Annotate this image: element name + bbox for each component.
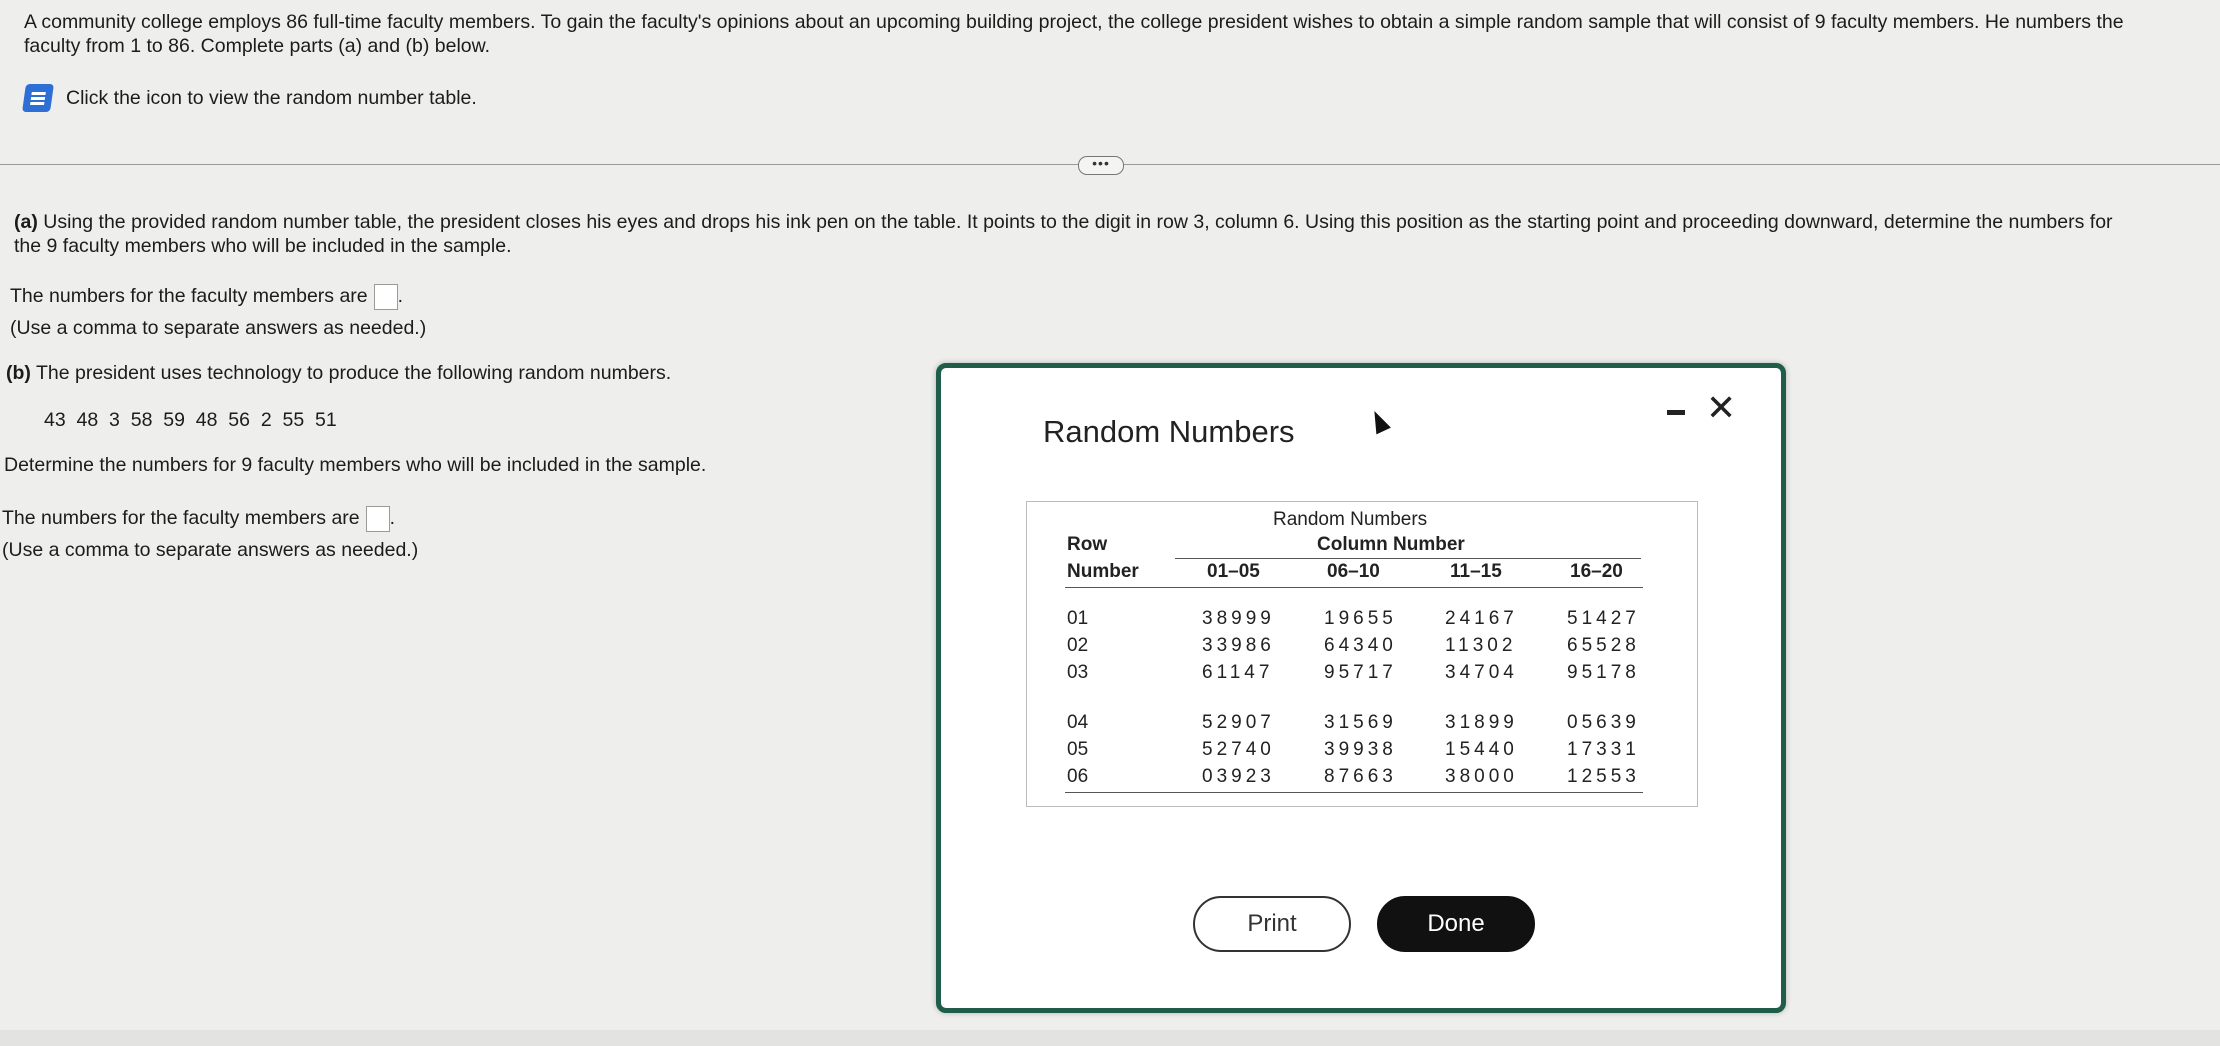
close-icon[interactable]: ✕ — [1706, 387, 1737, 428]
table-cell: 52907 — [1202, 712, 1275, 733]
table-cell: 03923 — [1202, 766, 1275, 787]
row-header-1: Row — [1067, 534, 1108, 555]
table-cell: 17331 — [1567, 739, 1640, 760]
mouse-cursor-icon — [1367, 408, 1391, 435]
table-cell: 64340 — [1324, 635, 1397, 656]
part-a-question — [14, 210, 2204, 258]
row-number: 03 — [1067, 662, 1089, 683]
table-cell: 39938 — [1324, 739, 1397, 760]
table-cell: 15440 — [1445, 739, 1518, 760]
header-rule — [1065, 587, 1643, 588]
table-title: Random Numbers — [1273, 509, 1428, 530]
table-cell: 11302 — [1445, 635, 1517, 656]
dialog-title: Random Numbers — [1043, 414, 1295, 449]
part-b-label: (b) — [6, 362, 31, 384]
part-a-text-1: Using the provided random number table, the president closes his eyes and drops his ink pen on the table. It points to the digit in row 3, column 6. Using this position as the starting point and proceeding downward, determine the numbers for — [43, 211, 2113, 233]
bottom-strip — [0, 1030, 2220, 1046]
part-b-answer-prompt: The numbers for the faculty members are — [2, 507, 360, 530]
part-b-text: The president uses technology to produce the following random numbers. — [35, 362, 672, 384]
part-a-hint: (Use a comma to separate answers as needed.) — [10, 317, 427, 339]
part-b-answer-input[interactable] — [366, 506, 390, 532]
row-number: 06 — [1067, 766, 1089, 787]
table-cell: 12553 — [1567, 766, 1640, 787]
problem-intro — [24, 10, 2194, 58]
random-table-link[interactable] — [24, 84, 477, 112]
table-cell: 31569 — [1324, 712, 1397, 733]
part-a-answer-input[interactable] — [374, 284, 398, 310]
table-cell: 38999 — [1202, 608, 1275, 629]
column-header: 11–15 — [1450, 561, 1502, 582]
intro-line-1: A community college employs 86 full-time faculty members. To gain the faculty's opinions about an upcoming building project, the college president wishes to obtain a simple random sample that will consist of 9 faculty members. He numbers the — [24, 11, 2124, 33]
row-number: 01 — [1067, 608, 1089, 629]
part-a-answer-prompt: The numbers for the faculty members are — [10, 285, 368, 308]
part-b-answer-row: The numbers for the faculty members are . — [2, 506, 395, 532]
row-number: 04 — [1067, 712, 1089, 733]
random-numbers-dialog — [936, 363, 1786, 1013]
row-number: 02 — [1067, 635, 1089, 656]
row-header-2: Number — [1067, 561, 1139, 582]
column-group-rule — [1175, 558, 1641, 559]
table-cell: 33986 — [1202, 635, 1275, 656]
table-cell: 38000 — [1445, 766, 1518, 787]
row-number: 05 — [1067, 739, 1089, 760]
part-b-hint: (Use a comma to separate answers as needed.) — [2, 539, 419, 561]
table-cell: 05639 — [1567, 712, 1640, 733]
table-cell: 19655 — [1324, 608, 1397, 629]
part-b-instruction: Determine the numbers for 9 faculty members who will be included in the sample. — [4, 454, 707, 476]
column-header: 01–05 — [1207, 561, 1260, 582]
column-header: 06–10 — [1327, 561, 1380, 582]
column-group-header: Column Number — [1317, 534, 1465, 555]
done-button[interactable]: Done — [1377, 896, 1535, 952]
table-cell: 31899 — [1445, 712, 1518, 733]
random-table-link-text[interactable]: Click the icon to view the random number table. — [66, 87, 477, 109]
part-a-label: (a) — [14, 211, 38, 233]
table-cell: 51427 — [1567, 608, 1640, 629]
column-header: 16–20 — [1570, 561, 1623, 582]
table-cell: 87663 — [1324, 766, 1397, 787]
print-button[interactable]: Print — [1193, 896, 1351, 952]
minimize-icon[interactable] — [1667, 410, 1685, 415]
table-bottom-rule — [1065, 792, 1643, 793]
expand-button[interactable]: ••• — [1078, 156, 1124, 175]
part-a-text-2: the 9 faculty members who will be included in the sample. — [14, 235, 512, 257]
table-cell: 95178 — [1567, 662, 1640, 683]
table-cell: 61147 — [1202, 662, 1274, 683]
table-cell: 65528 — [1567, 635, 1640, 656]
table-cell: 34704 — [1445, 662, 1518, 683]
book-icon[interactable] — [22, 84, 54, 112]
part-b-question — [6, 361, 671, 385]
table-cell: 52740 — [1202, 739, 1275, 760]
table-cell: 24167 — [1445, 608, 1518, 629]
intro-line-2: faculty from 1 to 86. Complete parts (a) and (b) below. — [24, 35, 491, 57]
random-number-table — [1026, 501, 1698, 807]
part-a-answer-row: The numbers for the faculty members are . — [10, 284, 403, 310]
table-cell: 95717 — [1324, 662, 1397, 683]
part-b-random-numbers: 43 48 3 58 59 48 56 2 55 51 — [44, 409, 337, 431]
